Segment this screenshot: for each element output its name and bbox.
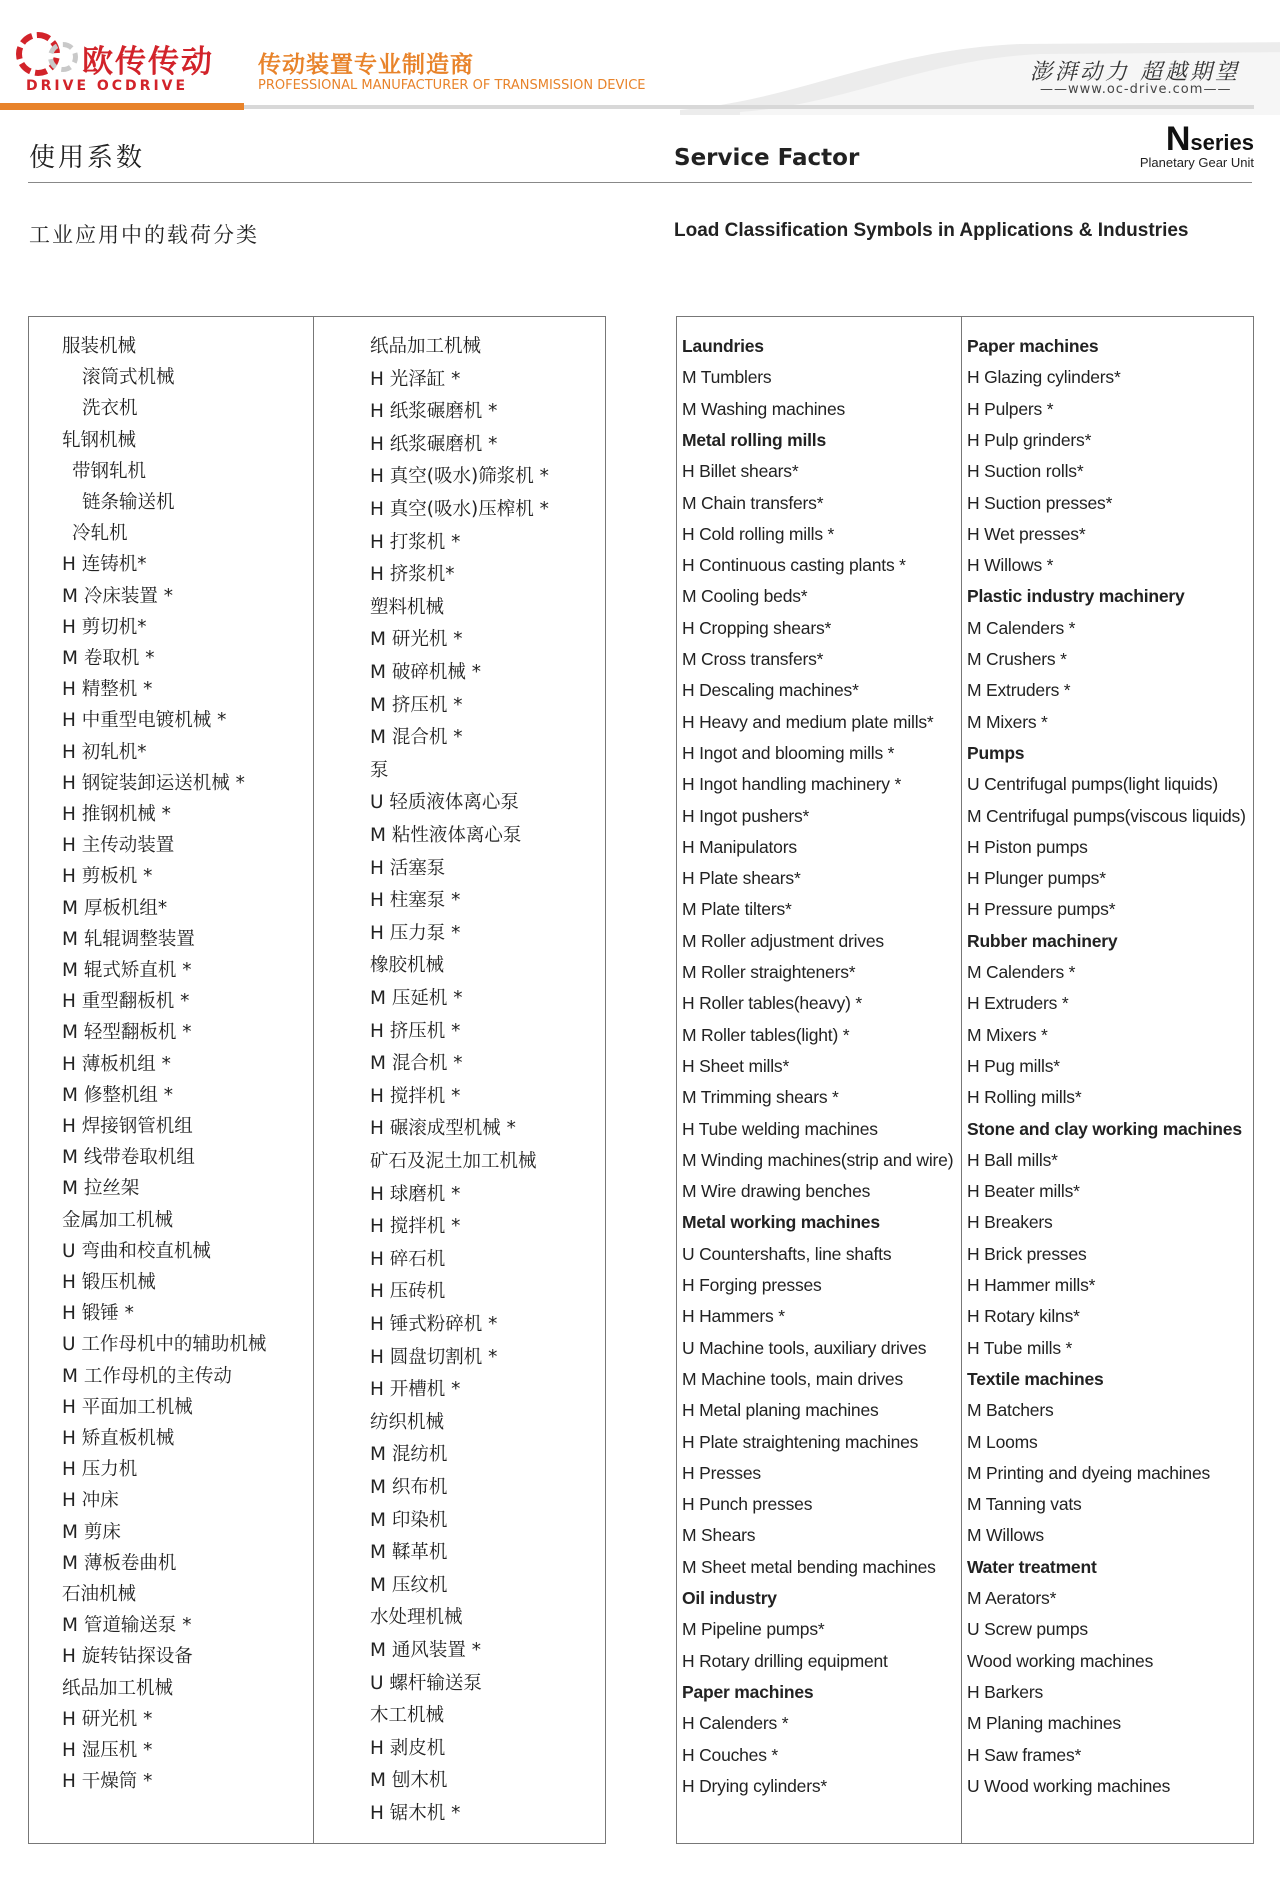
list-item: U Screw pumps — [967, 1619, 1088, 1640]
list-item: H 中重型电镀机械 * — [62, 710, 227, 732]
list-item: H 光泽缸 * — [370, 368, 461, 390]
list-item: U Countershafts, line shafts — [682, 1243, 892, 1264]
list-item: U 螺杆输送泵 — [370, 1672, 482, 1694]
list-item: H Rotary kilns* — [967, 1306, 1080, 1327]
category-heading: Oil industry — [682, 1588, 777, 1608]
list-item: H Forging presses — [682, 1275, 822, 1295]
list-item: U 轻质液体离心泵 — [370, 792, 519, 814]
company-logo — [12, 30, 214, 94]
list-item: H Wet presses* — [967, 523, 1086, 544]
list-item: H Ingot and blooming mills * — [682, 742, 895, 763]
category-heading: Stone and clay working machines — [967, 1118, 1242, 1139]
list-item: H 搅拌机 * — [370, 1085, 461, 1107]
page-title-en: Service Factor — [674, 145, 860, 171]
cn-table-column-2 — [313, 317, 606, 1843]
list-item: M 轧辊调整装置 — [62, 928, 195, 950]
list-item: H Heavy and medium plate mills* — [682, 711, 934, 732]
list-item: H 冲床 — [62, 1490, 119, 1512]
list-item: 冷轧机 — [72, 523, 128, 545]
list-item: H Brick presses — [967, 1243, 1087, 1264]
list-item: M Roller straighteners* — [682, 962, 856, 982]
list-item: H Saw frames* — [967, 1744, 1082, 1765]
page-header — [0, 0, 1280, 110]
list-item: M 粘性液体离心泵 — [370, 825, 522, 846]
list-item: 纸品加工机械 — [370, 336, 482, 357]
list-item: H 锤式粉碎机 * — [370, 1314, 498, 1335]
list-item: H 剪切机* — [62, 616, 147, 638]
list-item: U Centrifugal pumps(light liquids) — [967, 774, 1218, 795]
cn-classification-table — [28, 316, 606, 1844]
list-item: 带钢轧机 — [72, 460, 147, 482]
list-item: H Pressure pumps* — [967, 899, 1116, 920]
list-item: 洗衣机 — [82, 398, 138, 420]
list-item: M 厚板机组* — [62, 897, 168, 919]
list-item: M 挤压机 * — [370, 694, 463, 716]
en-table-column-1 — [677, 317, 961, 1843]
small-gear-icon — [48, 42, 78, 72]
list-item: H Metal planing machines — [682, 1400, 879, 1421]
list-item: Wood working machines — [967, 1650, 1154, 1671]
list-item: H 平面加工机械 — [62, 1396, 193, 1418]
list-item: H Sheet mills* — [682, 1055, 790, 1076]
list-item: M 混合机 * — [370, 1053, 463, 1075]
page-title-cn: 使用系数 — [29, 143, 146, 173]
list-item: 泵 — [370, 759, 389, 781]
list-item: M 冷床装置 * — [62, 585, 173, 607]
list-item: H Suction rolls* — [967, 461, 1084, 482]
list-item: U Wood working machines — [967, 1775, 1171, 1796]
list-item: H 薄板机组 * — [62, 1053, 171, 1075]
list-item: H Roller tables(heavy) * — [682, 993, 862, 1014]
list-item: M Pipeline pumps* — [682, 1619, 825, 1640]
list-item: H Rotary drilling equipment — [682, 1650, 888, 1671]
list-item: M Chain transfers* — [682, 492, 824, 513]
list-item: M Shears — [682, 1525, 756, 1546]
list-item: H 柱塞泵 * — [370, 890, 461, 912]
category-heading: Laundries — [682, 336, 764, 356]
list-item: H Rolling mills* — [967, 1087, 1082, 1108]
list-item: H 真空(吸水)压榨机 * — [370, 499, 549, 520]
list-item: H 旋转钻探设备 — [62, 1646, 193, 1668]
list-item: H Extruders * — [967, 993, 1069, 1014]
category-heading: Rubber machinery — [967, 930, 1118, 951]
list-item: H 挤压机 * — [370, 1020, 461, 1042]
list-item: H Manipulators — [682, 836, 797, 857]
list-item: M Cross transfers* — [682, 649, 824, 669]
slogan-cn: 传动装置专业制造商 — [258, 52, 474, 78]
list-item: U 工作母机中的辅助机械 — [62, 1334, 267, 1356]
header-divider — [244, 105, 1254, 109]
list-item: 木工机械 — [370, 1705, 445, 1727]
list-item: H 锻压机械 — [62, 1272, 156, 1293]
section-title-cn: 工业应用中的载荷分类 — [29, 223, 259, 247]
list-item: H Tube welding machines — [682, 1118, 878, 1139]
list-item: H 锻锤 * — [62, 1303, 134, 1325]
list-item: H 焊接钢管机组 — [62, 1116, 193, 1137]
list-item: M Willows — [967, 1525, 1044, 1546]
list-item: H Pug mills* — [967, 1055, 1060, 1076]
list-item: H Presses — [682, 1462, 761, 1483]
header-accent-bar — [0, 103, 244, 110]
list-item: 纸品加工机械 — [62, 1677, 174, 1699]
list-item: H 压力机 — [62, 1459, 138, 1481]
list-item: 纺织机械 — [370, 1411, 445, 1433]
list-item: H Breakers — [967, 1212, 1053, 1233]
list-item: M Aerators* — [967, 1588, 1057, 1608]
list-item: M 鞣革机 — [370, 1542, 448, 1564]
list-item: H 剪板机 * — [62, 866, 153, 888]
list-item: M 线带卷取机组 — [62, 1147, 195, 1169]
list-item: M 辊式矫直机 * — [62, 960, 192, 981]
list-item: M 混合机 * — [370, 727, 463, 749]
list-item: H 纸浆碾磨机 * — [370, 401, 498, 423]
list-item: H Calenders * — [682, 1713, 789, 1734]
list-item: M Planing machines — [967, 1713, 1121, 1734]
list-item: M Looms — [967, 1431, 1038, 1452]
list-item: H Cropping shears* — [682, 617, 832, 638]
list-item: H 研光机 * — [62, 1708, 153, 1730]
series-word: series — [1190, 130, 1254, 155]
title-divider — [28, 182, 1252, 183]
list-item: M Tumblers — [682, 367, 772, 388]
list-item: H 碾滚成型机械 * — [370, 1118, 516, 1140]
list-item: M 剪床 — [62, 1521, 121, 1543]
list-item: H Plate shears* — [682, 868, 801, 889]
category-heading: Metal working machines — [682, 1212, 880, 1233]
list-item: H Hammers * — [682, 1306, 785, 1327]
list-item: H 湿压机 * — [62, 1740, 153, 1761]
list-item: M 刨木机 — [370, 1770, 448, 1792]
list-item: H 干燥筒 * — [62, 1771, 153, 1793]
list-item: H 剥皮机 — [370, 1737, 446, 1759]
list-item: H 搅拌机 * — [370, 1216, 461, 1238]
list-item: 金属加工机械 — [62, 1209, 174, 1231]
list-item: H 开槽机 * — [370, 1379, 461, 1401]
list-item: H 主传动装置 — [62, 835, 175, 857]
list-item: M 管道输送泵 * — [62, 1615, 192, 1637]
category-heading: Paper machines — [967, 336, 1099, 356]
list-item: M Mixers * — [967, 711, 1048, 732]
en-classification-table — [676, 316, 1254, 1844]
list-item: H Descaling machines* — [682, 680, 859, 701]
cn-table-column-1 — [29, 317, 313, 1843]
list-item: H 精整机 * — [62, 679, 153, 701]
website-text: ——www.oc-drive.com—— — [1040, 82, 1232, 97]
category-heading: Metal rolling mills — [682, 429, 827, 450]
list-item: M Roller adjustment drives — [682, 930, 884, 951]
list-item: H 纸浆碾磨机 * — [370, 433, 498, 455]
list-item: M Centrifugal pumps(viscous liquids) — [967, 805, 1246, 826]
list-item: H Pulp grinders* — [967, 429, 1092, 450]
list-item: M Plate tilters* — [682, 899, 792, 920]
logo-cn: 欧传传动 — [82, 44, 214, 80]
list-item: U Machine tools, auxiliary drives — [682, 1337, 927, 1358]
list-item: 橡胶机械 — [370, 955, 445, 977]
list-item: M Cooling beds* — [682, 586, 808, 607]
list-item: H 压力泵 * — [370, 922, 461, 944]
list-item: H Barkers — [967, 1681, 1043, 1702]
category-heading: Pumps — [967, 742, 1025, 763]
list-item: M 工作母机的主传动 — [62, 1365, 232, 1387]
list-item: H Couches * — [682, 1744, 779, 1765]
list-item: M Winding machines(strip and wire) — [682, 1149, 954, 1170]
list-item: H Glazing cylinders* — [967, 367, 1121, 388]
series-letter: N — [1165, 120, 1191, 158]
list-item: M 卷取机 * — [62, 648, 155, 669]
list-item: H 活塞泵 — [370, 857, 446, 879]
list-item: H Punch presses — [682, 1494, 813, 1515]
list-item: M 破碎机械 * — [370, 662, 481, 683]
list-item: H Tube mills * — [967, 1337, 1073, 1358]
list-item: H Plunger pumps* — [967, 868, 1106, 889]
list-item: H Suction presses* — [967, 492, 1113, 513]
list-item: M Machine tools, main drives — [682, 1368, 904, 1389]
list-item: M Trimming shears * — [682, 1087, 839, 1108]
list-item: M 印染机 — [370, 1509, 448, 1531]
list-item: 水处理机械 — [370, 1607, 463, 1629]
list-item: 矿石及泥土加工机械 — [370, 1151, 537, 1172]
list-item: H 球磨机 * — [370, 1183, 461, 1205]
list-item: H Continuous casting plants * — [682, 555, 906, 576]
category-heading: Textile machines — [967, 1368, 1104, 1389]
list-item: H 连铸机* — [62, 554, 147, 576]
list-item: M Batchers — [967, 1400, 1054, 1421]
slogan-en: PROFESSIONAL MANUFACTURER OF TRANSMISSION DEVICE — [258, 78, 646, 93]
list-item: H Cold rolling mills * — [682, 523, 835, 544]
list-item: H Ingot pushers* — [682, 805, 810, 826]
list-item: M 修整机组 * — [62, 1084, 173, 1106]
list-item: M Roller tables(light) * — [682, 1024, 850, 1045]
list-item: M Washing machines — [682, 398, 846, 419]
list-item: H Ingot handling machinery * — [682, 774, 902, 795]
list-item: H Willows * — [967, 555, 1054, 576]
list-item: M 压延机 * — [370, 988, 463, 1009]
list-item: M 混纺机 — [370, 1444, 448, 1466]
website-url[interactable]: www.oc-drive.com — [1068, 82, 1204, 97]
list-item: M 通风装置 * — [370, 1640, 481, 1661]
list-item: 轧钢机械 — [62, 429, 137, 451]
list-item: H 重型翻板机 * — [62, 991, 190, 1013]
en-table-column-2 — [961, 317, 1254, 1843]
list-item: H 锯木机 * — [370, 1803, 461, 1824]
list-item: H 钢锭装卸运送机械 * — [62, 772, 245, 794]
list-item: M Tanning vats — [967, 1494, 1082, 1515]
category-heading: Water treatment — [967, 1556, 1097, 1577]
category-heading: Plastic industry machinery — [967, 586, 1185, 607]
list-item: H 挤浆机* — [370, 564, 455, 586]
list-item: M Wire drawing benches — [682, 1181, 871, 1202]
list-item: H Piston pumps — [967, 836, 1088, 857]
list-item: M Calenders * — [967, 617, 1076, 638]
series-subtitle: Planetary Gear Unit — [1139, 155, 1254, 170]
list-item: M 织布机 — [370, 1477, 448, 1498]
list-item: H 圆盘切割机 * — [370, 1346, 498, 1368]
list-item: M 研光机 * — [370, 629, 463, 651]
list-item: 滚筒式机械 — [82, 367, 175, 389]
list-item: H 真空(吸水)筛浆机 * — [370, 466, 549, 488]
list-item: H 矫直板机械 — [62, 1428, 175, 1449]
list-item: M Crushers * — [967, 649, 1067, 669]
list-item: M 薄板卷曲机 — [62, 1552, 177, 1574]
list-item: H 打浆机 * — [370, 531, 461, 553]
brand-slogan: 澎湃动力 超越期望 — [1030, 60, 1240, 85]
list-item: 链条输送机 — [82, 492, 175, 513]
section-title-en: Load Classification Symbols in Applications & Industries — [674, 220, 1189, 241]
list-item: H 推钢机械 * — [62, 804, 171, 825]
list-item: M Mixers * — [967, 1024, 1048, 1045]
logo-en: DRIVE OCDRIVE — [26, 78, 189, 94]
list-item: H 压砖机 — [370, 1281, 446, 1303]
list-item: M Sheet metal bending machines — [682, 1556, 936, 1577]
list-item: H Drying cylinders* — [682, 1775, 827, 1796]
list-item: H Pulpers * — [967, 398, 1054, 419]
list-item: M 轻型翻板机 * — [62, 1022, 192, 1044]
list-item: M 拉丝架 — [62, 1178, 140, 1200]
list-item: H Billet shears* — [682, 461, 799, 482]
list-item: H Beater mills* — [967, 1181, 1080, 1202]
list-item: M Printing and dyeing machines — [967, 1462, 1211, 1483]
category-heading: Paper machines — [682, 1681, 814, 1702]
list-item: 服装机械 — [62, 336, 137, 357]
list-item: U 弯曲和校直机械 — [62, 1240, 211, 1262]
series-label — [1140, 120, 1254, 170]
list-item: M 压纹机 — [370, 1574, 448, 1596]
list-item: H 碎石机 — [370, 1248, 446, 1270]
list-item: M Calenders * — [967, 962, 1076, 982]
list-item: 石油机械 — [62, 1584, 137, 1605]
list-item: H 初轧机* — [62, 741, 147, 763]
list-item: M Extruders * — [967, 680, 1071, 701]
list-item: 塑料机械 — [370, 596, 445, 618]
list-item: H Ball mills* — [967, 1149, 1058, 1170]
list-item: H Plate straightening machines — [682, 1431, 919, 1452]
list-item: H Hammer mills* — [967, 1275, 1096, 1295]
